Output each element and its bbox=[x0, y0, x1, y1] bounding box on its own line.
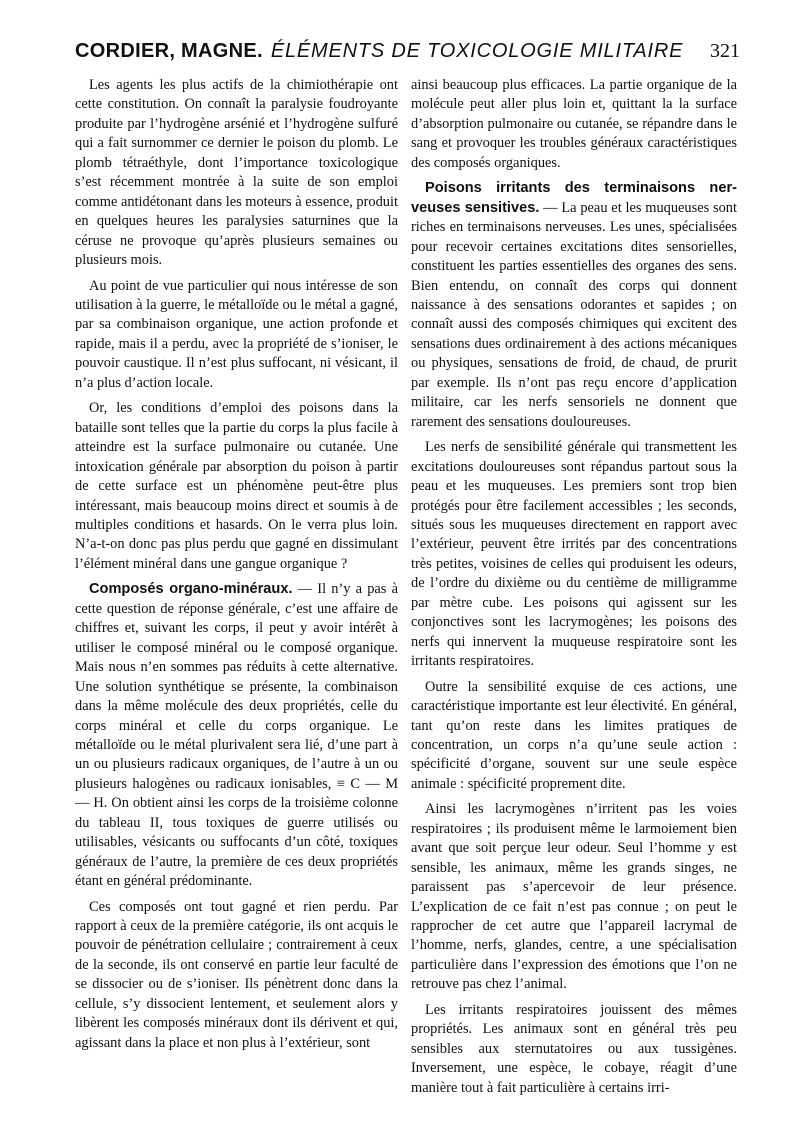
paragraph: Les agents les plus actifs de la chimiothérapie ont cette constitution. On connaît la paralysie foudroyante produite par l’hydrogène arsénié et l’hydrogène sulfuré qui a fait surnommer ce dernier le poison du plomb. Le plomb tétraéthyle, dont l’importance toxicologique s’est récemment montrée à la suite de son emploi comme antidétonant dans les moteurs à essence, produit en quelques heures les paralysies saturnines que la céruse ne provoque qu’après plusieurs semaines ou plusieurs mois. bbox=[75, 77, 398, 269]
paragraph: Or, les conditions d’emploi des poisons dans la bataille sont telles que la partie du corps la plus facile à atteindre est la surface pulmonaire ou cutanée. Une intoxication générale par absorption du poison à partir de cette surface est un phénomène peut-être plus intéressant, mais beaucoup moins direct et soumis à de multiples conditions et hasards. On le verra plus loin. N’a-t-on donc pas plus perdu que gagné en dissimulant l’élément minéral dans une gangue organique ? bbox=[75, 400, 398, 572]
left-column bbox=[75, 76, 398, 1122]
header-authors: CORDIER, MAGNE. bbox=[75, 40, 263, 62]
paragraph-text: — Il n’y a pas à cette question de réponse générale, c’est une affaire de chiffres et, suivant les corps, il peut y avoir intérêt à utiliser le composé minéral ou le composé organique. Mais nous n’en sommes pas réduits à cette alternative. Une solution synthétique se présente, la combinaison dans la même molécule des deux propriétés, celle du corps minéral et celle du corps organique. Le métalloïde ou le métal plurivalent sera lié, d’une part à un ou plusieurs radicaux organiques, de l’autre à un ou plusieurs halogènes ou radicaux ionisables, ≡ C — M — H. On obtient ainsi les corps de la troisième colonne du tableau II, tous toxiques de guerre utilisés ou utilisables, vésicants ou suffocants d’un côté, toxiques généraux de l’autre, la première de ces deux propriétés étant en général prédominante. bbox=[75, 581, 398, 890]
paragraph: Ces composés ont tout gagné et rien perdu. Par rapport à ceux de la première catégorie, ils ont acquis le pouvoir de pénétration cellulaire ; contrairement à ceux de la seconde, ils ont conservé en partie leur faculté de se dissocier ou de s’ioniser. Ils pénètrent donc dans la cellule, s’y dissocient lentement, et seulement alors y libèrent les composés minéraux dont ils dérivent et qui, agissant dans la place et non plus à l’extérieur, sont bbox=[75, 898, 398, 1051]
paragraph: Au point de vue particulier qui nous intéresse de son utilisation à la guerre, le métalloïde ou le métal a gagné, par sa combinaison organique, une action profonde et rapide, mais il a perdu, avec la propriété de s’ioniser, le pouvoir caustique. Il n’est plus suffocant, ni vésicant, il n’a plus d’action locale. bbox=[75, 277, 398, 391]
page-number: 321 bbox=[710, 40, 740, 62]
header-title: ÉLÉMENTS DE TOXICOLOGIE MILITAIRE bbox=[270, 40, 684, 62]
paragraph: Les irritants respiratoires jouissent des mêmes propriétés. Les animaux sont en général très peu sensibles aux sternutatoires ou aux tussigènes. Inversement, une espèce, le cobaye, réagit d’une manière tout à fait particulière à certains irri- bbox=[411, 1001, 737, 1096]
running-header bbox=[75, 40, 740, 76]
paragraph: ainsi beaucoup plus efficaces. La partie organique de la molécule peut aller plus loin et, quittant la la surface d’absorption pulmonaire ou cutanée, se répandre dans le sang et provoquer les troubles généraux caractéristiques des composés organiques. bbox=[411, 77, 737, 171]
section-paragraph bbox=[75, 580, 398, 891]
paragraph: Ainsi les lacrymogènes n’irritent pas les voies respiratoires ; ils produisent même le larmoiement bien avant que soit perçue leur odeur. Seul l’homme y est sensible, les animaux, même les grands singes, ne paraissent pas s’apercevoir de leur présence. L’explication de ce fait n’est pas connue ; on peut le rapprocher de cet autre que l’appareil lacrymal de l’homme, nerfs, glandes, centre, a une spécialisation particulière dans l’expression des émotions que l’on ne retrouve pas chez l’animal. bbox=[411, 801, 737, 993]
paragraph: Outre la sensibilité exquise de ces actions, une caractéristique importante est leur électivité. En général, tant qu’on reste dans les limites pratiques de concentration, un corps n’a qu’une seule action : spécificité d’organe, souvent sur une seule espèce animale : spécificité proprement dite. bbox=[411, 678, 737, 792]
section-paragraph bbox=[411, 179, 737, 432]
section-heading: Poisons irritants des terminaisons nerveuses sensitives. bbox=[411, 180, 737, 216]
paragraph-text: — La peau et les muqueuses sont riches en terminaisons nerveuses. Les unes, spécialisées pour recevoir certaines excitations dites sensorielles, constituent les parties essentielles des organes des sens. Bien entendu, on connaît des corps qui donnent naissance à des sensations odorantes et sapides ; on connaît aussi des composés chimiques qui excitent des sensations dues ordinairement à des actions mécaniques ou physiques, sensations de froid, de chaud, de prurit par exemple. Ils n’ont pas reçu encore d’application militaire, car les nerfs sensoriels ne donnent que rarement des sensations douloureuses. bbox=[411, 199, 737, 430]
paragraph: Les nerfs de sensibilité générale qui transmettent les excitations douloureuses sont répandus partout sous la peau et les muqueuses. Les premiers sont trop bien protégés pour être facilement accessibles ; les seconds, situés sous les muqueuses directement en rapport avec l’extérieur, peuvent être irrités par des concentrations très petites, voisines de celles qui produisent les odeurs, de l’ordre du dixième ou du centième de milligramme par mètre cube. Les poisons qui agissent sur les conjonctives sont les lacrymogènes; les poisons des nerfs qui innervent la muqueuse respiratoire sont les irritants respiratoires. bbox=[411, 439, 737, 670]
right-column bbox=[411, 76, 737, 1122]
section-heading: Composés organo-minéraux. bbox=[89, 581, 293, 598]
